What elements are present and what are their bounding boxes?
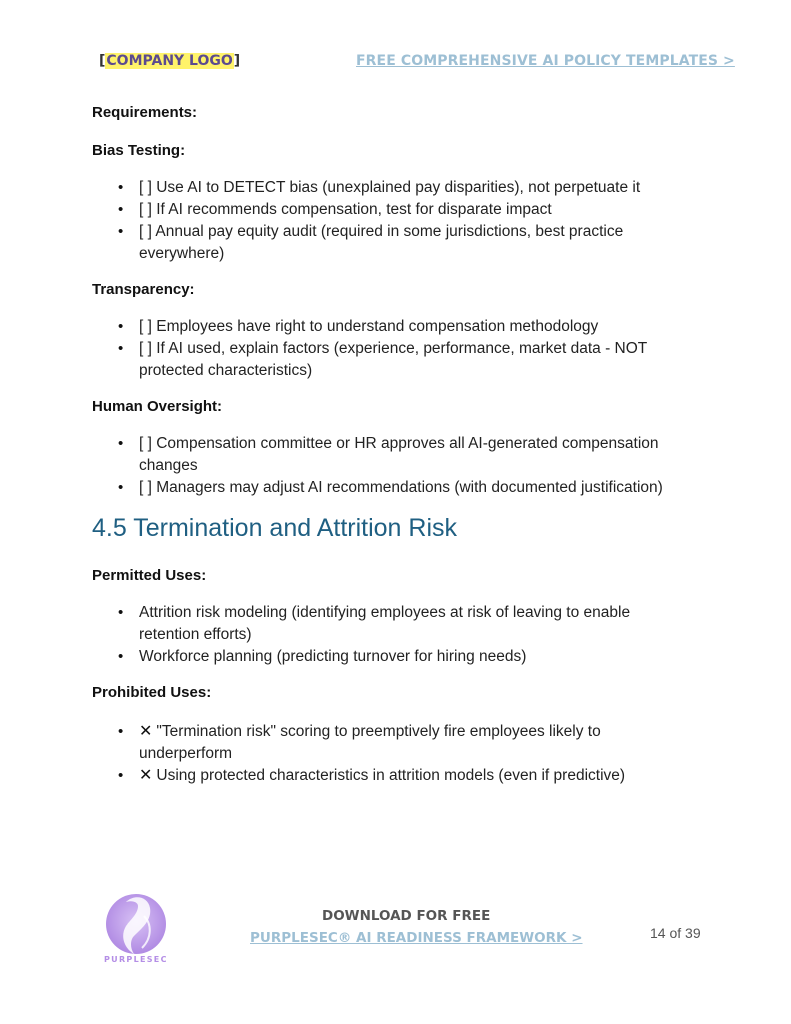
transparency-list — [92, 316, 692, 382]
transparency-heading: Transparency: — [92, 281, 195, 298]
list-item: • [ ] If AI recommends compensation, test for disparate impact — [92, 199, 692, 221]
section-title: 4.5 Termination and Attrition Risk — [92, 514, 458, 542]
logo-bracket-open: [ — [99, 53, 106, 69]
list-item: • [ ] Annual pay equity audit (required in some jurisdictions, best practice everywhere) — [92, 221, 692, 265]
bias-testing-list — [92, 177, 692, 265]
list-item-text: Using protected characteristics in attrition models (even if predictive) — [156, 767, 626, 784]
list-item: • Workforce planning (predicting turnover for hiring needs) — [92, 646, 692, 668]
company-logo-placeholder — [99, 53, 240, 69]
readiness-framework-link[interactable]: PURPLESEC® AI READINESS FRAMEWORK > — [250, 930, 583, 946]
prohibited-uses-heading: Prohibited Uses: — [92, 684, 212, 701]
list-item: • [ ] Managers may adjust AI recommendations (with documented justification) — [92, 477, 692, 499]
logo-bracket-close: ] — [233, 53, 241, 69]
list-item-text: "Termination risk" scoring to preemptively fire employees likely to underperform — [139, 723, 601, 762]
download-label: DOWNLOAD FOR FREE — [322, 908, 491, 924]
list-item: • [ ] If AI used, explain factors (experience, performance, market data - NOT protected characteristics) — [92, 338, 692, 382]
permitted-uses-heading: Permitted Uses: — [92, 567, 207, 584]
list-item: • [ ] Employees have right to understand compensation methodology — [92, 316, 692, 338]
requirements-heading: Requirements: — [92, 104, 198, 121]
x-mark-icon: ✕ — [139, 723, 153, 740]
footer-brand: PURPLESEC — [104, 955, 168, 964]
permitted-uses-list — [92, 602, 692, 668]
purplesec-logo-icon — [104, 890, 168, 962]
human-oversight-list — [92, 433, 692, 499]
logo-text: COMPANY LOGO — [106, 53, 233, 69]
prohibited-uses-list — [92, 721, 692, 787]
bias-testing-heading: Bias Testing: — [92, 142, 186, 159]
policy-templates-link[interactable]: FREE COMPREHENSIVE AI POLICY TEMPLATES > — [356, 53, 735, 69]
list-item: • [ ] Compensation committee or HR approves all AI-generated compensation changes — [92, 433, 692, 477]
list-item — [92, 765, 692, 787]
list-item: • [ ] Use AI to DETECT bias (unexplained pay disparities), not perpetuate it — [92, 177, 692, 199]
human-oversight-heading: Human Oversight: — [92, 398, 223, 415]
page-number: 14 of 39 — [650, 925, 701, 941]
x-mark-icon: ✕ — [139, 767, 153, 784]
list-item — [92, 721, 692, 765]
list-item: • Attrition risk modeling (identifying employees at risk of leaving to enable retention efforts) — [92, 602, 692, 646]
